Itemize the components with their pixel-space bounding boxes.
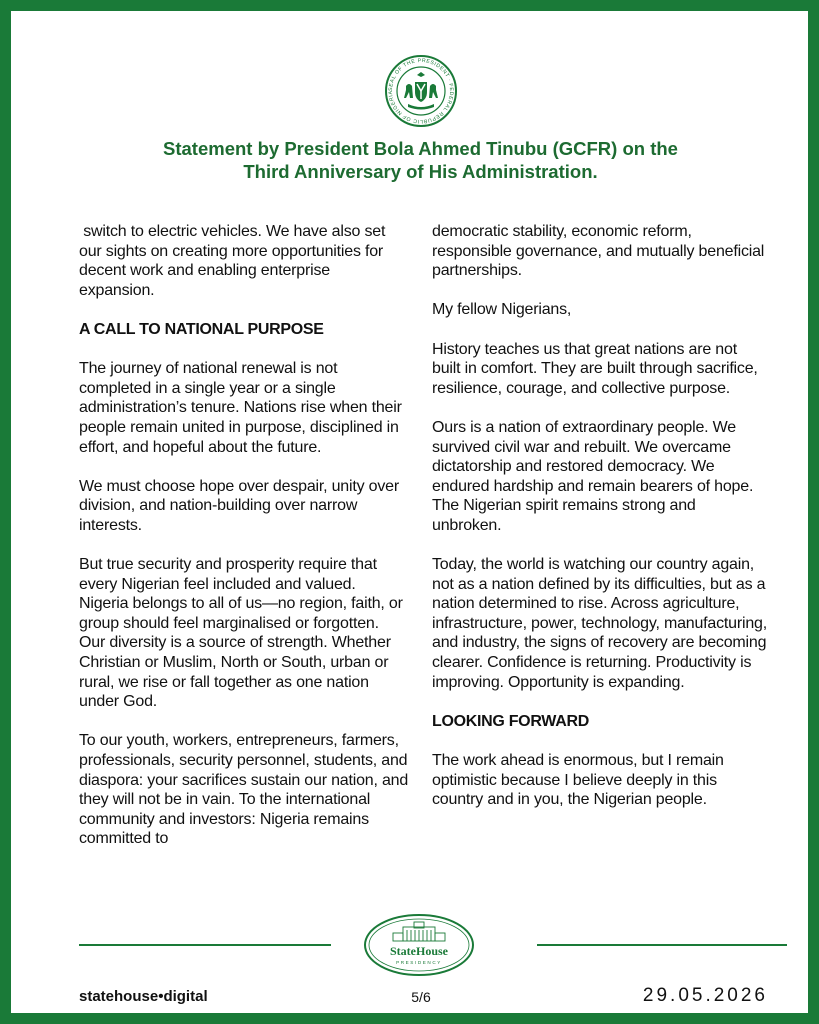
right-paragraph-6: The work ahead is enormous, but I remain optimistic because I believe deeply in this country and in you, the Nigerian people. [432, 752, 724, 809]
footer-date: 29.05.2026 [642, 985, 768, 1006]
left-paragraph-5: To our youth, workers, entrepreneurs, farmers, professionals, security personnel, students, and diaspora: your sacrifices sustain our nation, and they will not be in vain. To the international community and investors: Nigeria remains committed to [79, 732, 409, 848]
left-paragraph-3: We must choose hope over despair, unity over division, and nation-building over narrow interests. [79, 477, 399, 534]
title-line-1: Statement by President Bola Ahmed Tinubu (GCFR) on the [163, 138, 678, 159]
statement-title [71, 137, 770, 183]
section-heading-looking-forward: LOOKING FORWARD [432, 712, 589, 730]
statehouse-logo-badge [363, 913, 475, 977]
left-column [79, 222, 409, 869]
svg-text:SEAL OF THE PRESIDENT · FEDERA: SEAL OF THE PRESIDENT · FEDERAL REPUBLIC OF NIGERIA [387, 57, 455, 125]
right-paragraph-2: My fellow Nigerians, [432, 301, 572, 319]
left-paragraph-1: switch to electric vehicles. We have also set our sights on creating more opportunities for decent work and enabling enterprise expansion. [79, 223, 390, 299]
left-paragraph-4: But true security and prosperity require that every Nigerian feel included and valued. Nigeria belongs to all of us—no region, faith, or group should feel marginalised or forgotten. Our diversity is a source of strength. Whether Christian or Muslim, North or South, urban or rural, we rise or fall together as one nation under God. [79, 556, 403, 711]
title-line-2: Third Anniversary of His Administration. [243, 161, 598, 182]
right-paragraph-1: democratic stability, economic reform, responsible governance, and mutually beneficial partnerships. [432, 223, 765, 280]
left-paragraph-2: The journey of national renewal is not completed in a single year or a single administration’s tenure. Nations rise when their people remain united in purpose, disciplined in effort, and hopeful about the future. [79, 360, 402, 456]
page-number: 5/6 [411, 989, 431, 1005]
right-paragraph-3: History teaches us that great nations are not built in comfort. They are built through sacrifice, resilience, courage, and collective purpose. [432, 340, 758, 397]
footer-brand: statehouse•digital [79, 988, 208, 1005]
presidential-seal-icon [384, 54, 458, 128]
logo-subtitle: PRESIDENCY [396, 960, 442, 965]
right-column [432, 222, 767, 829]
footer-divider-left [79, 944, 331, 946]
footer-divider-right [537, 944, 787, 946]
right-paragraph-4: Ours is a nation of extraordinary people. We survived civil war and rebuilt. We overcame dictatorship and restored democracy. We endured hardship and remain bearers of hope. The Nigerian spirit remains strong and unbroken. [432, 418, 754, 534]
logo-wordmark: StateHouse [390, 944, 448, 958]
right-paragraph-5: Today, the world is watching our country again, not as a nation defined by its difficulties, but as a nation determined to rise. Across agriculture, infrastructure, power, technology, manufacturing, and industry, the signs of recovery are becoming clearer. Confidence is returning. Productivity is improving. Opportunity is expanding. [432, 556, 767, 691]
section-heading-national-purpose: A CALL TO NATIONAL PURPOSE [79, 320, 324, 338]
